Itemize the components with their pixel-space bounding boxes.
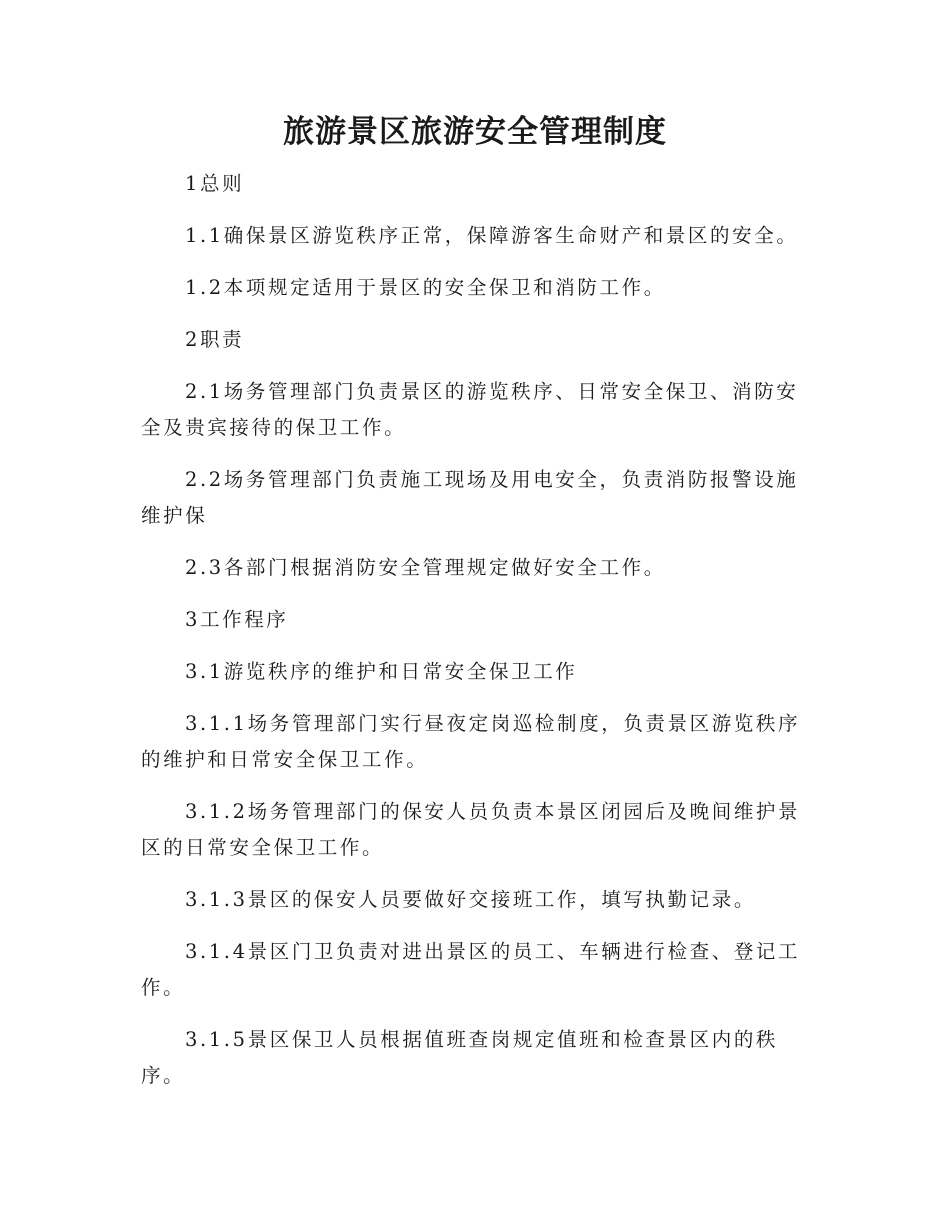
paragraph-3-1: 3.1游览秩序的维护和日常安全保卫工作 bbox=[185, 660, 578, 683]
document-title: 旅游景区旅游安全管理制度 bbox=[283, 114, 667, 150]
paragraph-3-1-2: 3.1.2场务管理部门的保安人员负责本景区闭园后及晚间维护景区的日常安全保卫工作。 bbox=[141, 800, 801, 859]
paragraph-3-1-3: 3.1.3景区的保安人员要做好交接班工作，填写执勤记录。 bbox=[185, 888, 756, 911]
paragraph-1-2: 1.2本项规定适用于景区的安全保卫和消防工作。 bbox=[185, 276, 666, 299]
document-body bbox=[141, 166, 813, 1110]
section-heading-duties: 2职责 bbox=[185, 328, 245, 351]
paragraph-2-2: 2.2场务管理部门负责施工现场及用电安全，负责消防报警设施维护保 bbox=[141, 468, 799, 527]
paragraph-1-1: 1.1确保景区游览秩序正常，保障游客生命财产和景区的安全。 bbox=[185, 224, 799, 247]
section-heading-general: 1总则 bbox=[185, 172, 245, 195]
paragraph-2-3: 2.3各部门根据消防安全管理规定做好安全工作。 bbox=[185, 556, 666, 579]
paragraph-2-1: 2.1场务管理部门负责景区的游览秩序、日常安全保卫、消防安全及贵宾接待的保卫工作。 bbox=[141, 380, 799, 439]
paragraph-3-1-1: 3.1.1场务管理部门实行昼夜定岗巡检制度，负责景区游览秩序的维护和日常安全保卫工作。 bbox=[141, 712, 801, 771]
paragraph-3-1-5: 3.1.5景区保卫人员根据值班查岗规定值班和检查景区内的秩序。 bbox=[141, 1028, 779, 1087]
paragraph-3-1-4: 3.1.4景区门卫负责对进出景区的员工、车辆进行检查、登记工作。 bbox=[141, 940, 801, 999]
section-heading-procedures: 3工作程序 bbox=[185, 608, 289, 631]
